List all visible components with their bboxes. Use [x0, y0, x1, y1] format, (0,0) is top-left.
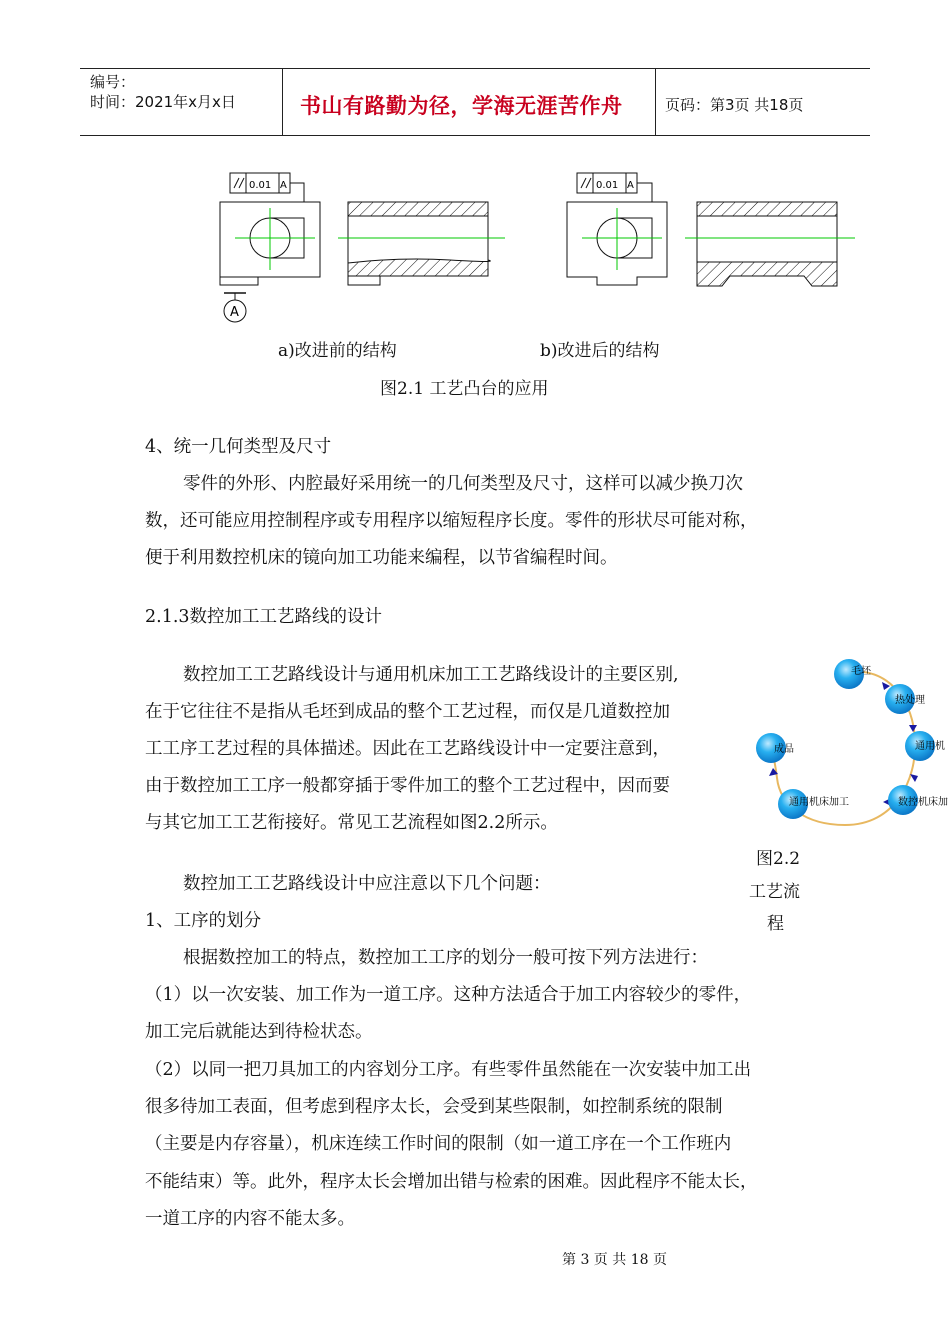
method2-line-1: （2）以同一把刀具加工的内容划分工序。有些零件虽然能在一次安装中加工出	[145, 1060, 752, 1080]
process-boss-drawing	[200, 160, 880, 330]
header-divider-left	[282, 69, 283, 136]
tolerance-datum-right: A	[627, 180, 634, 191]
flow-node-general-machining	[778, 789, 849, 819]
flow-node-label: 数控机床加	[898, 797, 948, 808]
section-line-5: 与其它加工工艺衔接好。常见工艺流程如图2.2所示。	[145, 813, 558, 833]
notice-line: 数控加工工艺路线设计中应注意以下几个问题：	[183, 874, 551, 894]
item4-line-1: 零件的外形、内腔最好采用统一的几何类型及尺寸，这样可以减少换刀次	[183, 474, 743, 494]
section-line-3: 工工序工艺过程的具体描述。因此在工艺路线设计中一定要注意到，	[145, 739, 670, 759]
flow-node-finished-product	[756, 733, 794, 763]
header-bottom-rule	[80, 135, 870, 136]
method1-line-1: （1）以一次安装、加工作为一道工序。这种方法适合于加工内容较少的零件，	[145, 985, 752, 1005]
method2-line-3: （主要是内存容量），机床连续工作时间的限制（如一道工序在一个工作班内	[145, 1134, 732, 1154]
figure-subcaption-before: a)改进前的结构	[278, 341, 397, 361]
tolerance-datum-left: A	[280, 180, 287, 191]
method2-line-2: 很多待加工表面，但考虑到程序太长，会受到某些限制，如控制系统的限制	[145, 1097, 723, 1117]
page-footer: 第 3 页 共 18 页	[562, 1252, 667, 1268]
header-top-rule	[80, 68, 870, 69]
item1-heading: 1、工序的划分	[145, 911, 262, 931]
header-number: 编号：	[90, 73, 136, 91]
flow-node-blank	[834, 659, 872, 689]
item1-intro: 根据数控加工的特点，数控加工工序的划分一般可按下列方法进行：	[183, 948, 708, 968]
header-page-number: 页码：第3页 共18页	[665, 96, 804, 114]
figure-caption: 图2.1 工艺凸台的应用	[380, 379, 549, 399]
after-side-section	[685, 202, 855, 286]
tolerance-value-right: 0.01	[596, 180, 619, 191]
method2-line-4: 不能结束）等。此外，程序太长会增加出错与检索的困难。因此程序不能太长，	[145, 1172, 758, 1192]
item4-heading: 4、统一几何类型及尺寸	[145, 437, 332, 457]
header-motto: 书山有路勤为径，学海无涯苦作舟	[300, 94, 623, 118]
before-end-view	[220, 173, 320, 322]
figure-subcaption-after: b)改进后的结构	[540, 341, 660, 361]
flow-node-label: 毛坯	[851, 666, 871, 677]
section-line-2: 在于它往往不是指从毛坯到成品的整个工艺过程，而仅是几道数控加	[145, 702, 670, 722]
datum-marker-label: A	[230, 305, 239, 320]
flow-node-label: 成品	[774, 744, 794, 755]
section-line-4: 由于数控加工工序一般都穿插于零件加工的整个工艺过程中，因而要	[145, 776, 670, 796]
flow-caption-line-2: 工艺流	[749, 882, 800, 902]
item4-line-2: 数，还可能应用控制程序或专用程序以缩短程序长度。零件的形状尽可能对称，	[145, 511, 758, 531]
flow-node-cnc-machine	[888, 785, 948, 815]
section-line-1: 数控加工工艺路线设计与通用机床加工工艺路线设计的主要区别,	[183, 665, 679, 685]
flow-node-label: 热处理	[895, 695, 925, 706]
after-end-view	[567, 173, 667, 285]
flow-node-label: 通用机	[915, 741, 945, 752]
flow-caption-line-1: 图2.2	[756, 849, 801, 869]
flow-caption-line-3: 程	[767, 914, 784, 934]
method2-line-5: 一道工序的内容不能太多。	[145, 1209, 355, 1229]
flow-node-heat-treatment	[885, 684, 925, 714]
method1-line-2: 加工完后就能达到待检状态。	[145, 1022, 373, 1042]
tolerance-value-left: 0.01	[249, 180, 272, 191]
process-flow-diagram	[745, 650, 950, 830]
before-side-section	[338, 202, 505, 285]
header-divider-right	[655, 69, 656, 136]
header-time: 时间：2021年x月x日	[90, 93, 236, 111]
flow-node-general-machine	[905, 731, 945, 761]
flow-node-label: 通用机床加工	[789, 797, 849, 808]
section-heading: 2.1.3数控加工工艺路线的设计	[145, 607, 383, 627]
item4-line-3: 便于利用数控机床的镜向加工功能来编程，以节省编程时间。	[145, 548, 618, 568]
